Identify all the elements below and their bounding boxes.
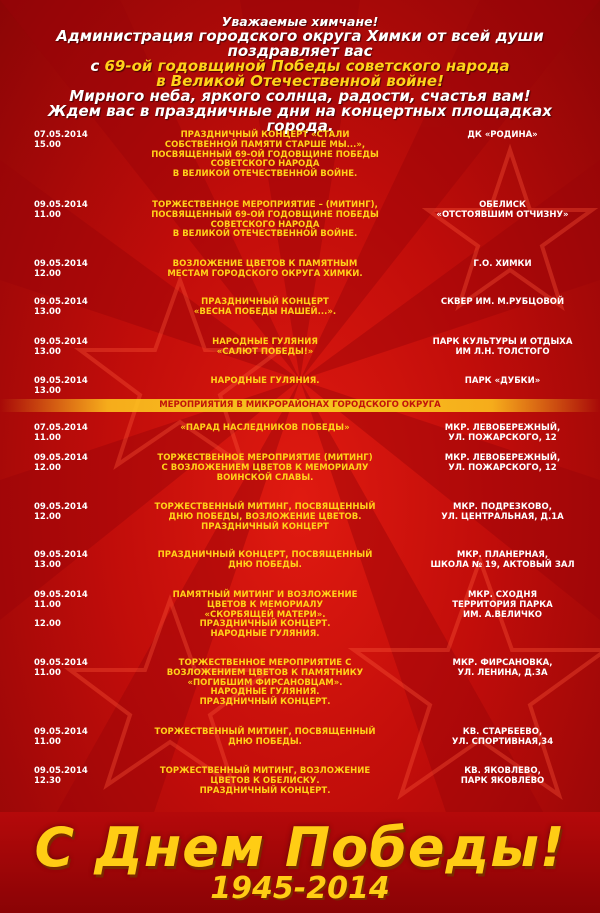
- event-place: МКР. ПЛАНЕРНАЯ, ШКОЛА № 19, АКТОВЫЙ ЗАЛ: [430, 550, 575, 570]
- event-title: ТОРЖЕСТВЕННЫЙ МИТИНГ, ПОСВЯЩЕННЫЙ ДНЮ ПОБЕДЫ.: [154, 727, 376, 747]
- event-datetime: 09.05.2014 12.00: [34, 502, 88, 522]
- event-title: «ПАРАД НАСЛЕДНИКОВ ПОБЕДЫ»: [180, 423, 350, 433]
- event-title: ПРАЗДНИЧНЫЙ КОНЦЕРТ «СТАЛИ СОБСТВЕННОЙ ПАМЯТИ СТАРШЕ МЫ...», ПОСВЯЩЕННЫЙ 69-ОЙ ГОДОВЩИНЕ ПОБЕДЫ СОВЕТСКОГО НАРОДА В ВЕЛИКОЙ ОТЕЧЕСТВЕННОЙ ВОЙНЕ.: [151, 130, 379, 180]
- victory-banner-years: 1945-2014: [210, 871, 390, 906]
- event-place: ОБЕЛИСК «ОТСТОЯВШИМ ОТЧИЗНУ»: [436, 200, 569, 220]
- event-title: ПАМЯТНЫЙ МИТИНГ И ВОЗЛОЖЕНИЕ ЦВЕТОВ К МЕМОРИАЛУ «СКОРБЯЩЕЙ МАТЕРИ». ПРАЗДНИЧНЫЙ КОНЦЕРТ. НАРОДНЫЕ ГУЛЯНИЯ.: [172, 590, 358, 640]
- greeting-line-invitation: Ждем вас в праздничные дни на концертных площадках города.: [48, 102, 552, 135]
- event-datetime: 09.05.2014 11.00: [34, 200, 88, 220]
- greeting-line-anniversary-prefix: с: [90, 57, 105, 75]
- event-place: МКР. ФИРСАНОВКА, УЛ. ЛЕНИНА, Д.3А: [452, 658, 553, 678]
- event-place: КВ. ЯКОВЛЕВО, ПАРК ЯКОВЛЕВО: [460, 766, 545, 786]
- event-datetime: 09.05.2014 11.00: [34, 658, 88, 678]
- event-title: ТОРЖЕСТВЕННОЕ МЕРОПРИЯТИЕ – (МИТИНГ), ПОСВЯЩЕННЫЙ 69-ОЙ ГОДОВЩИНЕ ПОБЕДЫ СОВЕТСКОГО НАРОДА В ВЕЛИКОЙ ОТЕЧЕСТВЕННОЙ ВОЙНЕ.: [151, 200, 379, 240]
- event-place: МКР. ЛЕВОБЕРЕЖНЫЙ, УЛ. ПОЖАРСКОГО, 12: [444, 453, 561, 473]
- event-title: ПРАЗДНИЧНЫЙ КОНЦЕРТ «ВЕСНА ПОБЕДЫ НАШЕЙ...».: [193, 297, 337, 317]
- event-title: ТОРЖЕСТВЕННЫЙ МИТИНГ, ВОЗЛОЖЕНИЕ ЦВЕТОВ К ОБЕЛИСКУ. ПРАЗДНИЧНЫЙ КОНЦЕРТ.: [159, 766, 371, 796]
- event-title: ТОРЖЕСТВЕННЫЙ МИТИНГ, ПОСВЯЩЕННЫЙ ДНЮ ПОБЕДЫ, ВОЗЛОЖЕНИЕ ЦВЕТОВ. ПРАЗДНИЧНЫЙ КОНЦЕРТ: [154, 502, 376, 532]
- event-place: ПАРК «ДУБКИ»: [464, 376, 541, 386]
- event-place: МКР. ПОДРЕЗКОВО, УЛ. ЦЕНТРАЛЬНАЯ, Д.1А: [441, 502, 564, 522]
- event-datetime: 07.05.2014 11.00: [34, 423, 88, 443]
- event-title: ВОЗЛОЖЕНИЕ ЦВЕТОВ К ПАМЯТНЫМ МЕСТАМ ГОРОДСКОГО ОКРУГА ХИМКИ.: [167, 259, 363, 279]
- event-place: СКВЕР ИМ. М.РУБЦОВОЙ: [440, 297, 565, 307]
- greeting-line-anniversary-highlight: 69-ой годовщиной Победы советского народа: [104, 57, 510, 75]
- event-datetime: 09.05.2014 13.00: [34, 297, 88, 317]
- event-title: ТОРЖЕСТВЕННОЕ МЕРОПРИЯТИЕ (МИТИНГ) С ВОЗЛОЖЕНИЕМ ЦВЕТОВ К МЕМОРИАЛУ ВОИНСКОЙ СЛАВЫ.: [157, 453, 373, 483]
- greeting-line-administration: Администрация городского округа Химки от всей души поздравляет вас: [56, 27, 544, 60]
- event-datetime: 09.05.2014 13.00: [34, 550, 88, 570]
- event-place: КВ. СТАРБЕЕВО, УЛ. СПОРТИВНАЯ,34: [451, 727, 554, 747]
- victory-banner-title: С Днем Победы!: [34, 816, 566, 879]
- event-datetime: 09.05.2014 12.00: [34, 259, 88, 279]
- event-datetime: 09.05.2014 12.00: [34, 453, 88, 473]
- event-place: МКР. СХОДНЯ ТЕРРИТОРИЯ ПАРКА ИМ. А.ВЕЛИЧКО: [452, 590, 553, 620]
- event-title: НАРОДНЫЕ ГУЛЯНИЯ «САЛЮТ ПОБЕДЫ!»: [212, 337, 318, 357]
- event-title: НАРОДНЫЕ ГУЛЯНИЯ.: [210, 376, 320, 386]
- event-datetime: 09.05.2014 13.00: [34, 376, 88, 396]
- event-place: ДК «РОДИНА»: [467, 130, 538, 140]
- event-place: ПАРК КУЛЬТУРЫ И ОТДЫХА ИМ Л.Н. ТОЛСТОГО: [432, 337, 573, 357]
- event-datetime: 09.05.2014 11.00 12.00: [34, 590, 88, 629]
- greeting-line-wishes: Мирного неба, яркого солнца, радости, счастья вам!: [69, 87, 531, 105]
- event-title: ПРАЗДНИЧНЫЙ КОНЦЕРТ, ПОСВЯЩЕННЫЙ ДНЮ ПОБЕДЫ.: [157, 550, 373, 570]
- greeting-line-war: в Великой Отечественной войне!: [156, 72, 444, 90]
- event-datetime: 09.05.2014 12.30: [34, 766, 88, 786]
- district-events-divider: [0, 399, 600, 412]
- event-datetime: 09.05.2014 13.00: [34, 337, 88, 357]
- greeting-salutation: Уважаемые химчане!: [221, 14, 379, 29]
- event-datetime: 09.05.2014 11.00: [34, 727, 88, 747]
- event-datetime: 07.05.2014 15.00: [34, 130, 88, 150]
- event-place: МКР. ЛЕВОБЕРЕЖНЫЙ, УЛ. ПОЖАРСКОГО, 12: [444, 423, 561, 443]
- district-events-heading: МЕРОПРИЯТИЯ В МИКРОРАЙОНАХ ГОРОДСКОГО ОКРУГА: [159, 400, 441, 410]
- event-title: ТОРЖЕСТВЕННОЕ МЕРОПРИЯТИЕ С ВОЗЛОЖЕНИЕМ ЦВЕТОВ К ПАМЯТНИКУ «ПОГИБШИМ ФИРСАНОВЦАМ». НАРОДНЫЕ ГУЛЯНИЯ. ПРАЗДНИЧНЫЙ КОНЦЕРТ.: [166, 658, 364, 708]
- event-place: Г.О. ХИМКИ: [473, 259, 532, 269]
